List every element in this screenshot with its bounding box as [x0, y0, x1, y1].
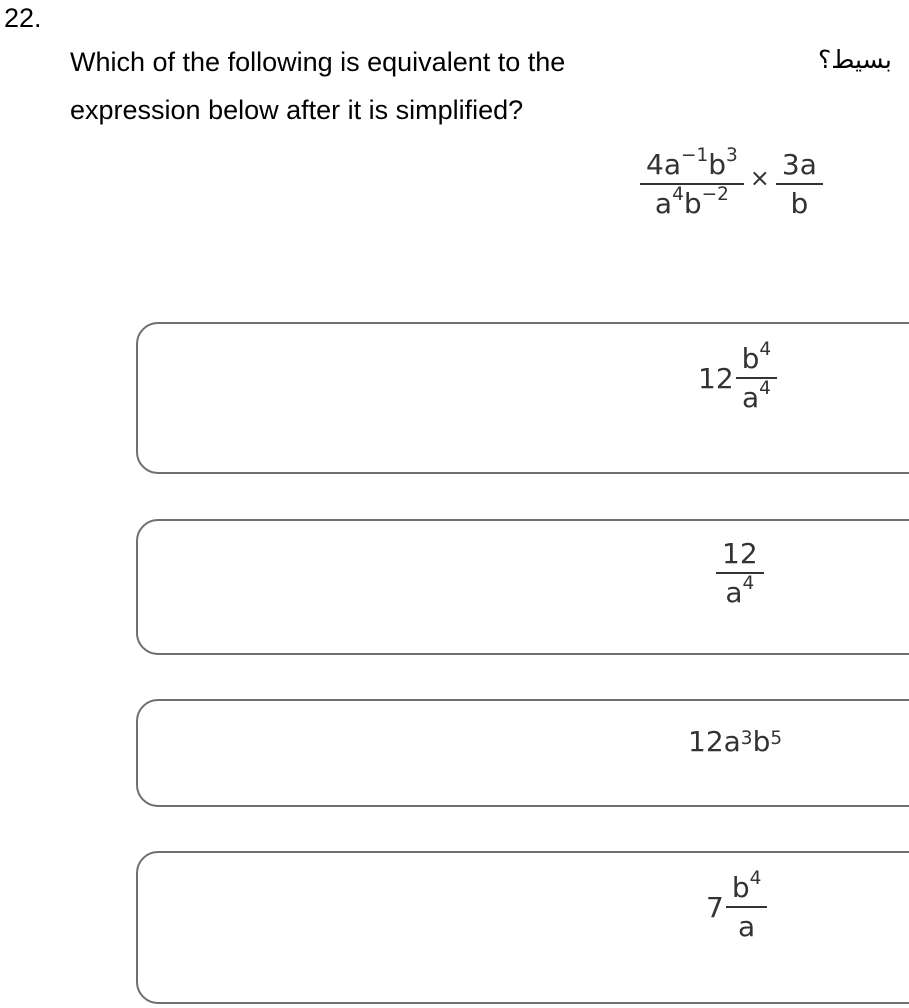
choice-3-content [138, 701, 909, 805]
right-denominator: b [790, 187, 809, 221]
left-denominator: $a^4b^{-2}$ [654, 184, 729, 221]
choice-3-expression: 12a $^3$ b $^5$ [688, 725, 783, 758]
choice-2-fraction [716, 539, 764, 608]
given-expression [640, 144, 823, 221]
choice-1-fraction [736, 338, 778, 415]
choice-4-numerator: $b^4$ [726, 873, 768, 908]
choice-3-b: b [752, 725, 771, 758]
choice-4-expression [706, 867, 767, 944]
choice-2-numerator: 12 [716, 539, 764, 574]
right-fraction [776, 150, 823, 219]
answer-choice-3[interactable] [136, 699, 909, 807]
choice-4-content [138, 853, 909, 1002]
question-number: 22. [4, 3, 42, 33]
choice-2-content [138, 521, 909, 653]
choice-1-denominator: $a^4$ [741, 378, 771, 415]
arabic-question-fragment: بسيط؟ [818, 45, 892, 74]
answer-choice-4[interactable] [136, 851, 909, 1004]
choice-4-coefficient: 7 [706, 890, 724, 924]
answer-choice-1[interactable] [136, 322, 909, 474]
left-numerator: $4a^{-1}b^3$ [640, 150, 744, 185]
choice-1-content [138, 324, 909, 472]
question-prompt: Which of the following is equivalent to the expression below after it is simplified? [70, 47, 566, 125]
answer-choice-2[interactable] [136, 519, 909, 655]
choice-4-denominator: a [738, 910, 756, 944]
choice-4-fraction [726, 867, 768, 944]
choice-2-expression [716, 539, 764, 608]
choice-2-denominator: $a^4$ [725, 573, 755, 610]
choice-1-expression [698, 338, 777, 415]
choice-3-coef-a: 12a [688, 725, 741, 758]
left-fraction [640, 144, 744, 221]
right-numerator: 3a [776, 150, 823, 185]
multiply-operator: × [749, 164, 770, 193]
choice-1-numerator: $b^4$ [736, 344, 778, 379]
choice-1-coefficient: 12 [698, 361, 734, 395]
